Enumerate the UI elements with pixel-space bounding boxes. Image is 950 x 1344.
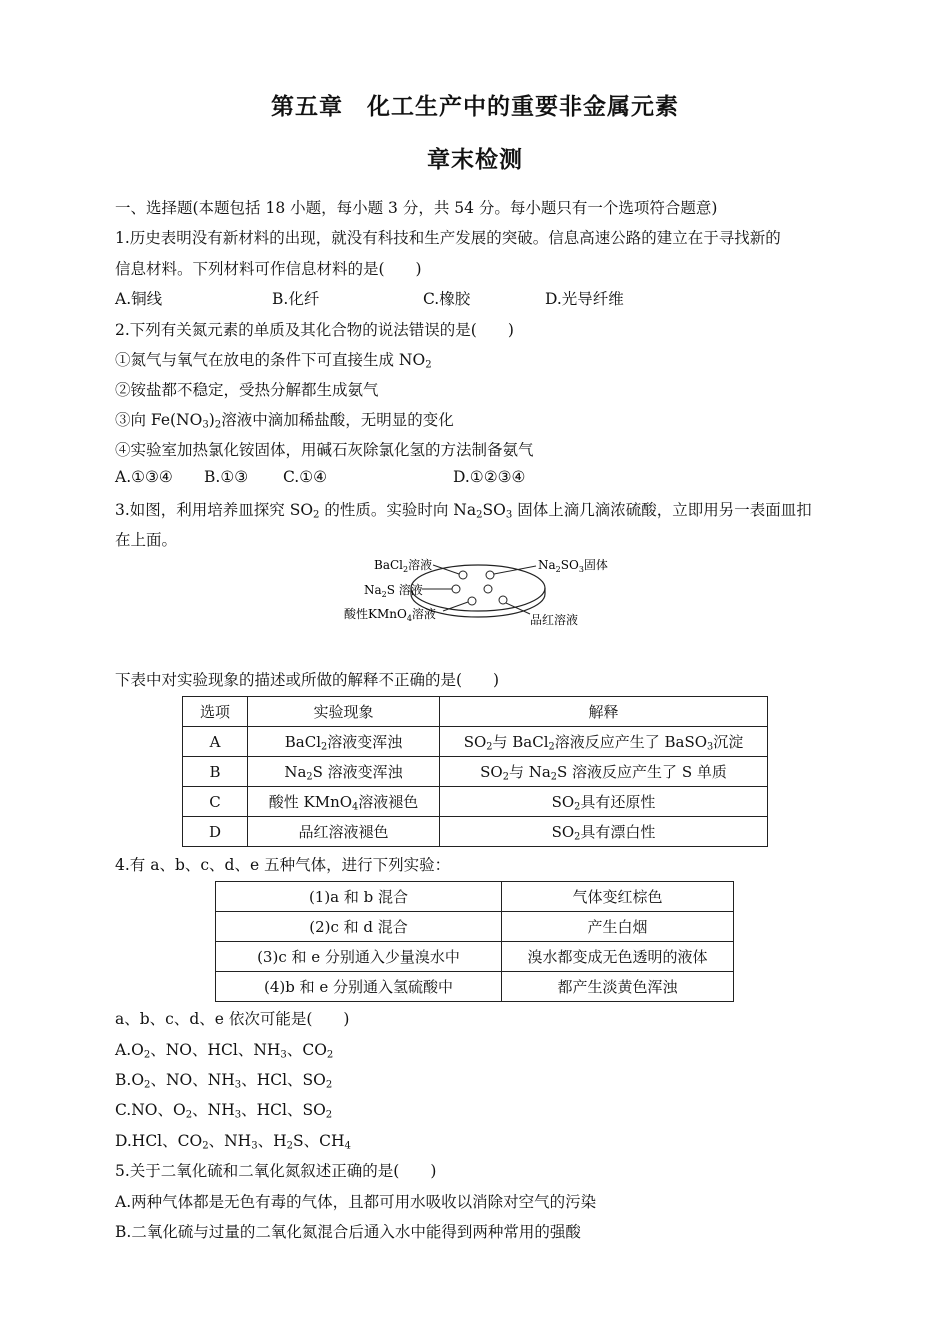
q2-statement-3: ③向 $Fe(NO_3)_2$溶液中滴加稀盐酸，无明显的变化 [115, 411, 454, 431]
q1-option-a[interactable]: A.铜线 [115, 290, 163, 308]
q1-stem-line2: 信息材料。下列材料可作信息材料的是( ) [115, 260, 422, 278]
label-kmno4: 酸性KMnO$_4$溶液 [344, 607, 436, 623]
row-operation: (3)c 和 e 分别通入少量溴水中 [216, 942, 502, 972]
row-explanation: $SO_2$与 BaCl$_2$溶液反应产生了 BaSO$_3$沉淀 [440, 727, 768, 757]
row-explanation: $SO_2$具有漂白性 [440, 817, 768, 847]
row-result: 溴水都变成无色透明的液体 [502, 942, 734, 972]
label-na2s: $Na_2S$ 溶液 [364, 583, 423, 599]
table-row [183, 817, 768, 847]
row-key: D [183, 817, 248, 847]
q4-stem: 4.有 a、b、c、d、e 五种气体，进行下列实验： [115, 856, 451, 874]
na2so3-well [486, 571, 494, 579]
q3-table-intro: 下表中对实验现象的描述或所做的解释不正确的是( ) [115, 671, 500, 689]
row-phenomenon: 品红溶液褪色 [248, 817, 440, 847]
chapter-title: 第五章 化工生产中的重要非金属元素 [271, 94, 679, 120]
col-phenomenon: 实验现象 [248, 697, 440, 727]
q1-stem-line1: 1.历史表明没有新材料的出现，就没有科技和生产发展的突破。信息高速公路的建立在于寻找新的 [115, 229, 781, 247]
table-row [183, 727, 768, 757]
q4-option-d[interactable]: D.HCl、$CO_2$、$NH_3$、$H_2S$、$CH_4$ [115, 1132, 351, 1152]
q1-option-c[interactable]: C.橡胶 [423, 290, 471, 308]
row-operation: (4)b 和 e 分别通入氢硫酸中 [216, 972, 502, 1002]
q4-table [215, 881, 734, 1002]
q4-option-c[interactable]: C.NO、$O_2$、$NH_3$、HCl、$SO_2$ [115, 1101, 333, 1121]
q3-stem-line1: 3.如图，利用培养皿探究 $SO_2$ 的性质。实验时向 $Na_2SO_3$ 固体上滴几滴浓硫酸，立即用另一表面皿扣 [115, 501, 812, 521]
section-heading: 一、选择题(本题包括 18 小题，每小题 3 分，共 54 分。每小题只有一个选项符合题意) [115, 199, 718, 217]
q4-option-b[interactable]: $B.O_2$、NO、$NH_3$、HCl、$SO_2$ [115, 1071, 333, 1091]
table-row [216, 912, 734, 942]
row-key: B [183, 757, 248, 787]
q2-option-c[interactable]: C.①④ [283, 468, 328, 486]
na2s-well [452, 585, 460, 593]
row-phenomenon: $Na_2S$ 溶液变浑浊 [248, 757, 440, 787]
q1-option-b[interactable]: B.化纤 [272, 290, 320, 308]
q5-option-a[interactable]: A.两种气体都是无色有毒的气体，且都可用水吸收以消除对空气的污染 [115, 1193, 597, 1211]
row-explanation: $SO_2$与 $Na_2S$ 溶液反应产生了 S 单质 [440, 757, 768, 787]
table-row [216, 942, 734, 972]
table-row [183, 787, 768, 817]
row-key: C [183, 787, 248, 817]
q4-question: a、b、c、d、e 依次可能是( ) [115, 1010, 350, 1028]
pinhong-well [499, 596, 507, 604]
col-explanation: 解释 [440, 697, 768, 727]
label-na2so3: $Na_2SO_3$固体 [538, 558, 608, 574]
row-phenomenon: 酸性 KMnO$_4$溶液褪色 [248, 787, 440, 817]
center-well [484, 585, 492, 593]
page-subtitle: 章末检测 [427, 147, 523, 173]
q1-option-d[interactable]: D.光导纤维 [545, 290, 624, 308]
q2-option-d[interactable]: D.①②③④ [453, 468, 526, 486]
row-result: 产生白烟 [502, 912, 734, 942]
row-explanation: $SO_2$具有还原性 [440, 787, 768, 817]
q2-statement-1: ①氮气与氧气在放电的条件下可直接生成 $NO_2$ [115, 351, 432, 371]
table-row [216, 882, 734, 912]
q2-option-a[interactable]: A.①③④ [115, 468, 173, 486]
row-operation: (2)c 和 d 混合 [216, 912, 502, 942]
row-result: 气体变红棕色 [502, 882, 734, 912]
petri-dish-diagram [344, 552, 608, 634]
row-result: 都产生淡黄色浑浊 [502, 972, 734, 1002]
bacl2-well [459, 571, 467, 579]
table-row [183, 757, 768, 787]
label-pinhong: 品红溶液 [530, 613, 579, 627]
label-bacl2: BaCl$_2$溶液 [374, 558, 433, 574]
q2-statement-4: ④实验室加热氯化铵固体，用碱石灰除氯化氢的方法制备氨气 [115, 441, 534, 459]
q2-option-b[interactable]: B.①③ [204, 468, 249, 486]
col-option: 选项 [183, 697, 248, 727]
row-operation: (1)a 和 b 混合 [216, 882, 502, 912]
q2-statement-2: ②铵盐都不稳定，受热分解都生成氨气 [115, 381, 379, 399]
q2-stem: 2.下列有关氮元素的单质及其化合物的说法错误的是( ) [115, 321, 514, 339]
table-header-row [183, 697, 768, 727]
table-row [216, 972, 734, 1002]
q3-table [182, 696, 768, 847]
kmno4-well [468, 597, 476, 605]
q4-option-a[interactable]: $A.O_2$、NO、HCl、$NH_3$、$CO_2$ [115, 1041, 334, 1061]
q3-stem-line2: 在上面。 [115, 531, 178, 549]
q5-stem: 5.关于二氧化硫和二氧化氮叙述正确的是( ) [115, 1162, 437, 1180]
row-key: A [183, 727, 248, 757]
q5-option-b[interactable]: B.二氧化硫与过量的二氧化氮混合后通入水中能得到两种常用的强酸 [115, 1223, 581, 1241]
row-phenomenon: BaCl$_2$溶液变浑浊 [248, 727, 440, 757]
